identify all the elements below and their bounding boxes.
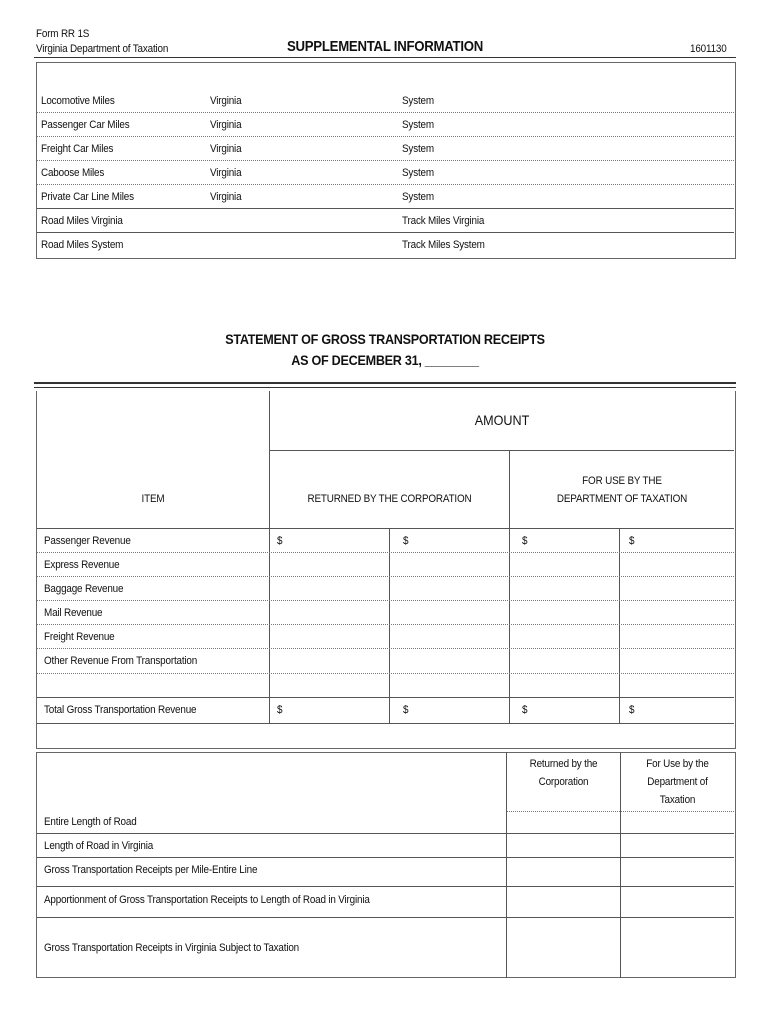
col-dept-line1: For Use by the — [646, 758, 709, 770]
supp-row-virginia: Virginia — [210, 143, 242, 155]
dollar-sign: $ — [403, 704, 409, 716]
form-number: 1601130 — [690, 43, 727, 55]
revenue-row-label: Express Revenue — [44, 559, 120, 571]
supp-row-label: Caboose Miles — [41, 167, 105, 179]
dollar-sign: $ — [629, 535, 635, 547]
supp-row-system: Track Miles System — [402, 239, 485, 251]
supp-row-system: System — [402, 143, 434, 155]
apportion-row-label: Entire Length of Road — [44, 816, 137, 828]
supp-row-virginia: Virginia — [210, 95, 242, 107]
col-dept-line3: Taxation — [659, 794, 696, 806]
page-title: SUPPLEMENTAL INFORMATION — [286, 38, 484, 55]
supp-row-label: Private Car Line Miles — [41, 191, 134, 203]
dollar-sign: $ — [522, 704, 528, 716]
dollar-sign: $ — [277, 704, 283, 716]
apportion-row-label: Length of Road in Virginia — [44, 840, 154, 852]
supp-row-virginia: Virginia — [210, 119, 242, 131]
form-id: Form RR 1S — [36, 28, 90, 40]
supp-row-label: Freight Car Miles — [41, 143, 114, 155]
dollar-sign: $ — [629, 704, 635, 716]
amount-header: AMOUNT — [474, 412, 530, 428]
supp-row-label: Road Miles Virginia — [41, 215, 123, 227]
supp-row-label: Road Miles System — [41, 239, 124, 251]
revenue-row-label: Baggage Revenue — [44, 583, 124, 595]
supp-row-system: Track Miles Virginia — [402, 215, 485, 227]
apportion-row-label: Apportionment of Gross Transportation Receipts to Length of Road in Virginia — [44, 894, 370, 906]
returned-header: RETURNED BY THE CORPORATION — [307, 493, 472, 505]
supp-row-virginia: Virginia — [210, 191, 242, 203]
col-dept-line2: Department of — [647, 776, 708, 788]
revenue-row-label: Mail Revenue — [44, 607, 103, 619]
dollar-sign: $ — [277, 535, 283, 547]
dept-header-line1: FOR USE BY THE — [582, 475, 662, 487]
statement-table — [36, 391, 736, 749]
revenue-row-label: Other Revenue From Transportation — [44, 655, 198, 667]
supp-row-label: Locomotive Miles — [41, 95, 115, 107]
dollar-sign: $ — [522, 535, 528, 547]
apportion-row-label: Gross Transportation Receipts in Virginia Subject to Taxation — [44, 942, 300, 954]
supp-row-system: System — [402, 167, 434, 179]
dept-header-line2: DEPARTMENT OF TAXATION — [556, 493, 688, 505]
statement-title: STATEMENT OF GROSS TRANSPORTATION RECEIPTS — [225, 331, 545, 347]
supp-row-system: System — [402, 95, 434, 107]
agency-name: Virginia Department of Taxation — [36, 43, 169, 55]
revenue-row-label: Passenger Revenue — [44, 535, 131, 547]
supp-row-system: System — [402, 191, 434, 203]
supp-row-label: Passenger Car Miles — [41, 119, 130, 131]
dollar-sign: $ — [403, 535, 409, 547]
apportion-row-label: Gross Transportation Receipts per Mile-Entire Line — [44, 864, 258, 876]
revenue-row-label: Freight Revenue — [44, 631, 115, 643]
total-label: Total Gross Transportation Revenue — [44, 704, 197, 716]
supp-row-virginia: Virginia — [210, 167, 242, 179]
supp-row-system: System — [402, 119, 434, 131]
statement-subtitle: AS OF DECEMBER 31, ________ — [291, 352, 479, 368]
header-rule — [34, 57, 736, 58]
col-returned-line2: Corporation — [538, 776, 589, 788]
item-header: ITEM — [141, 493, 165, 505]
col-returned-line1: Returned by the — [529, 758, 598, 770]
